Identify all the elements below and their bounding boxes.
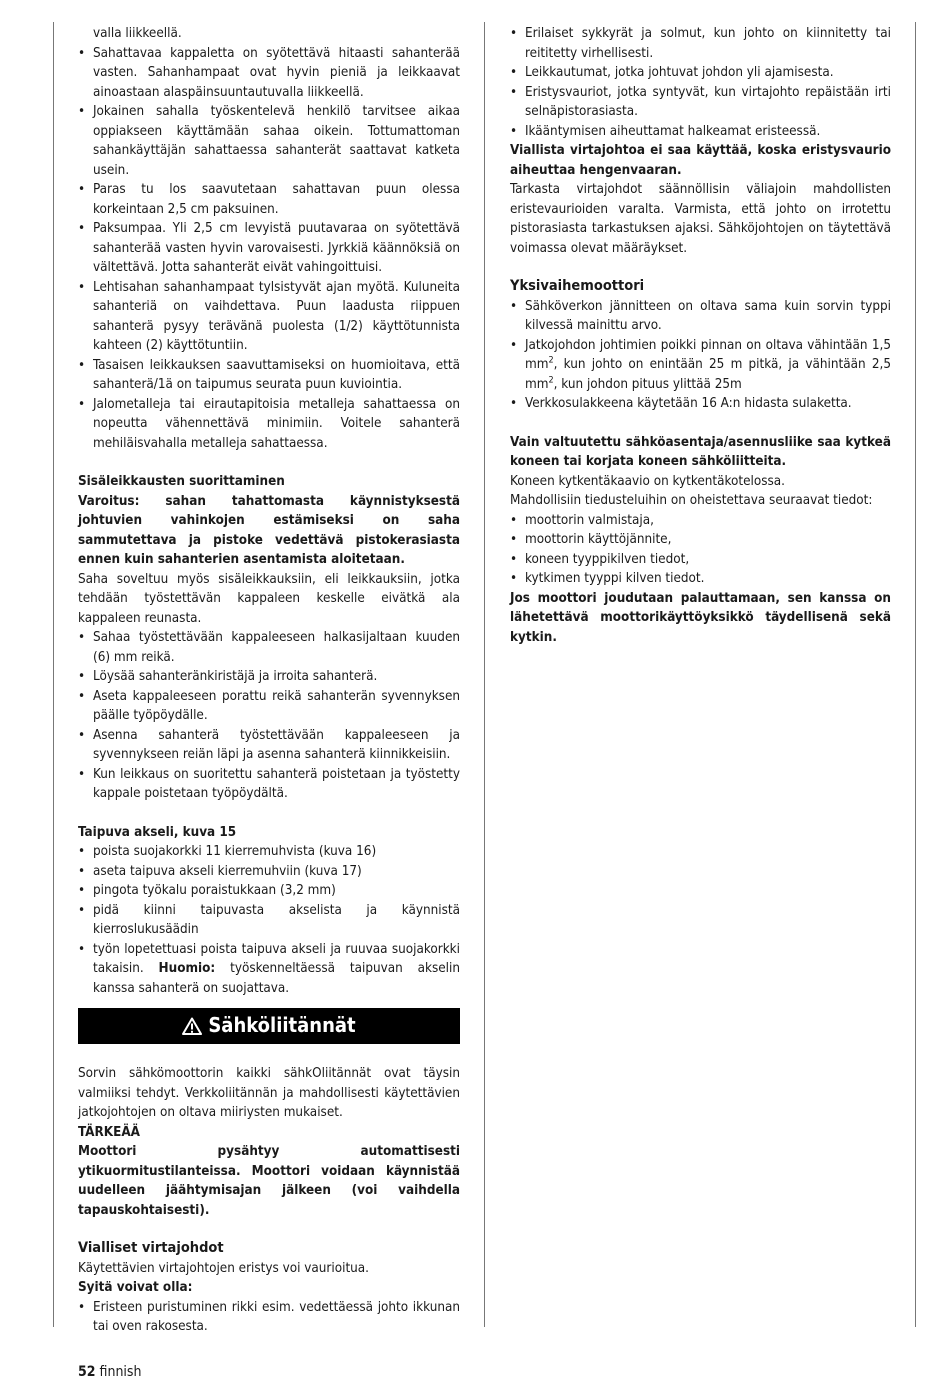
page-number: 52 bbox=[78, 1364, 96, 1380]
right-margin-rule bbox=[915, 22, 916, 1327]
faulty-warning: Viallista virtajohtoa ei saa käyttää, koska eristysvaurio aiheuttaa hengenvaaran. bbox=[510, 143, 891, 178]
list-item: • poista suojakorkki 11 kierremuhvista (kuva 16) bbox=[78, 842, 460, 862]
left-column bbox=[78, 24, 460, 1337]
list-item: • Ikääntymisen aiheuttamat halkeamat eristeessä. bbox=[510, 122, 891, 142]
warning-triangle-icon bbox=[182, 1017, 202, 1035]
list-item: • Sähköverkon jännitteen on oltava sama kuin sorvin typpi kilvessä mainittu arvo. bbox=[510, 297, 891, 336]
list-item: • Jalometalleja tai eirautapitoisia metalleja sahattaessa on nopeutta vähennettävä minimiin. Voitele sahanterä mehiläisvahalla metalleja sahattaessa. bbox=[78, 395, 460, 454]
list-item: • Tasaisen leikkauksen saavuttamiseksi on huomioitava, että sahanterä/1ä on taipumus seurata puun kuviointia. bbox=[78, 356, 460, 395]
continued-text: valla liikkeellä. bbox=[93, 26, 182, 41]
page-footer bbox=[78, 1363, 141, 1383]
inner-cut-heading: Sisäleikkausten suorittaminen bbox=[78, 474, 285, 489]
footer-language: finnish bbox=[99, 1364, 142, 1380]
sawing-tips-list bbox=[78, 44, 460, 454]
inner-cut-steps-list bbox=[78, 628, 460, 804]
motor-heading: Yksivaihemoottori bbox=[510, 278, 645, 294]
important-text: Moottori pysähtyy automattisesti ytikuormitustilanteissa. Moottori voidaan käynnistää uudelleen jäähtymisajan jälkeen (voi vaihdella tapauskohtaisesti). bbox=[78, 1144, 460, 1218]
list-item: • Paras tu los saavutetaan sahattavan puun olessa korkeintaan 2,5 cm paksuinen. bbox=[78, 180, 460, 219]
return-note: Jos moottori joudutaan palauttamaan, sen kanssa on lähetettävä moottorikäyttöyksikkö täydellisenä sekä kytkin. bbox=[510, 590, 891, 645]
list-item: • Sahaa työstettävään kappaleeseen halkasijaltaan kuuden (6) mm reikä. bbox=[78, 628, 460, 667]
list-item: • Sahattavaa kappaletta on syötettävä hitaasti sahanterää vasten. Sahanhampaat ovat hyvin pieniä ja leikkaavat ainoastaan alaspäinsuuntautuvalla liikkeellä. bbox=[78, 44, 460, 103]
causes-list-continued bbox=[510, 24, 891, 141]
banner-title: Sähköliitännät bbox=[208, 1013, 356, 1038]
list-item: • Erilaiset sykkyrät ja solmut, kun johto on kiinnitetty tai reititetty virhellisesti. bbox=[510, 24, 891, 63]
electrical-text: Sorvin sähkömoottorin kaikki sähkOliitännät ovat täysin valmiiksi tehdyt. Verkkoliitännän ja mahdollisesti käytettävien jatkojohtojen on oltava miiriysten mukaiset. bbox=[78, 1066, 460, 1120]
list-item: • aseta taipuva akseli kierremuhviin (kuva 17) bbox=[78, 862, 460, 882]
motor-requirements-list bbox=[510, 297, 891, 414]
inner-cut-warning: Varoitus: sahan tahattomasta käynnistyksestä johtuvien vahinkojen estämiseksi on saha sammutettava ja pistoke vedettävä pistokerasiasta ennen kuin sahanterien asentamista aloitetaan. bbox=[78, 493, 460, 567]
list-item: • Jokainen sahalla työskentelevä henkilö tarvitsee aikaa oppiakseen käyttämään sahaa oikein. Tottumattoman sahankäyttäjän sahattaessa sahanterät saattavat katketa usein. bbox=[78, 102, 460, 180]
flex-shaft-last-list bbox=[78, 940, 460, 999]
electrical-banner bbox=[78, 1008, 460, 1044]
list-item: • Eristeen puristuminen rikki esim. vedettäessä johto ikkunan tai oven rakosesta. bbox=[78, 1298, 460, 1337]
list-item: • työn lopetettuasi poista taipuva akseli ja ruuvaa suojakorkki takaisin. Huomio: työskenneltäessä taipuvan akselin kanssa sahanterä on suojattava. bbox=[78, 940, 460, 999]
column-divider bbox=[484, 22, 485, 1327]
list-item: • Asenna sahanterä työstettävään kappaleeseen ja syvennykseen reiän läpi ja asenna sahanterä kiinnikkeisiin. bbox=[78, 726, 460, 765]
list-item: • Leikkautumat, jotka johtuvat johdon yli ajamisesta. bbox=[510, 63, 891, 83]
list-item: • Verkkosulakkeena käytetään 16 A:n hidasta sulaketta. bbox=[510, 394, 891, 414]
list-item: • pingota työkalu poraistukkaan (3,2 mm) bbox=[78, 881, 460, 901]
causes-list bbox=[78, 1298, 460, 1337]
causes-label: Syitä voivat olla: bbox=[78, 1280, 193, 1295]
list-item: • Löysää sahanteränkiristäjä ja irroita sahanterä. bbox=[78, 667, 460, 687]
service-text-1: Koneen kytkentäkaavio on kytkentäkotelossa. bbox=[510, 473, 786, 489]
list-item: • pidä kiinni taipuvasta akselista ja käynnistä kierroslukusäädin bbox=[78, 901, 460, 940]
list-item: • Paksumpaa. Yli 2,5 cm levyistä puutavaraa on syötettävä sahanterää vasten hyvin varovaisesti. Jyrkkiä käännöksiä on vältettävä. Jotta sahanterät eivät vahingoittuisi. bbox=[78, 219, 460, 278]
faulty-inspection-text: Tarkasta virtajohdot säännöllisin väliajoin mahdollisten eristevaurioiden varalta. Varmista, että johto on irrotettu pistorasiasta tarkastuksen ajaksi. Sähköjohtojen on täytettävä voimassa olevat määräykset. bbox=[510, 182, 891, 256]
important-label: TÄRKEÄÄ bbox=[78, 1124, 140, 1140]
list-item: • koneen tyyppikilven tiedot, bbox=[510, 550, 891, 570]
flex-shaft-steps-list bbox=[78, 842, 460, 940]
flex-shaft-heading: Taipuva akseli, kuva 15 bbox=[78, 824, 237, 840]
note-label: Huomio: bbox=[158, 961, 216, 976]
right-column bbox=[510, 24, 891, 647]
service-text-2: Mahdollisiin tiedusteluihin on oheistettava seuraavat tiedot: bbox=[510, 493, 873, 508]
faulty-cords-text: Käytettävien virtajohtojen eristys voi vaurioitua. bbox=[78, 1260, 370, 1276]
list-item: • moottorin käyttöjännite, bbox=[510, 530, 891, 550]
inner-cut-text: Saha soveltuu myös sisäleikkauksiin, eli leikkauksiin, jotka tehdään työstettävän kappaleen keskelle eivätkä ala kappaleen reunasta. bbox=[78, 571, 460, 626]
inquiry-info-list bbox=[510, 511, 891, 589]
list-item: • Kun leikkaus on suoritettu sahanterä poistetaan ja työstetty kappale poistetaan työpöydältä. bbox=[78, 765, 460, 804]
list-item: • Eristysvauriot, jotka syntyvät, kun virtajohto repäistään irti selnäpistorasiasta. bbox=[510, 83, 891, 122]
list-item: • Jatkojohdon johtimien poikki pinnan on oltava vähintään 1,5 $mm^2$, kun johto on enintään 25 m pitkä, ja vähintään 2,5 $mm^2$, kun johdon pituus ylittää 25m bbox=[510, 336, 891, 395]
list-item: • Lehtisahan sahanhampaat tylsistyvät ajan myötä. Kuluneita sahanteriä on vaihdettava. Puun laadusta riippuen sahanterä pysyy terävänä puolesta (1/2) käyttötunnista kahteen (2) käyttötuntiin. bbox=[78, 278, 460, 356]
list-item: • Aseta kappaleeseen porattu reikä sahanterän syvennyksen päälle työpöydälle. bbox=[78, 687, 460, 726]
list-item: • kytkimen tyyppi kilven tiedot. bbox=[510, 569, 891, 589]
faulty-cords-heading: Vialliset virtajohdot bbox=[78, 1240, 224, 1256]
list-item: • moottorin valmistaja, bbox=[510, 511, 891, 531]
left-margin-rule bbox=[53, 22, 54, 1327]
service-warning: Vain valtuutettu sähköasentaja/asennusliike saa kytkeä koneen tai korjata koneen sähköliitteita. bbox=[510, 434, 891, 469]
